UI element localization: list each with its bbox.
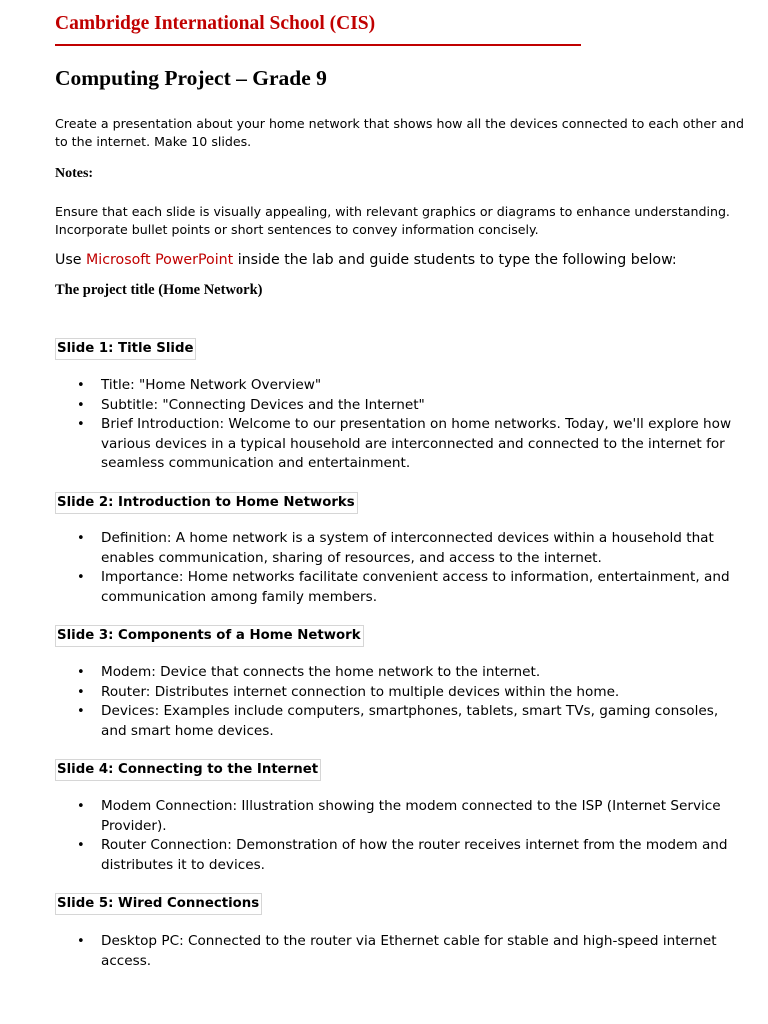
slide-4-bullets xyxy=(101,797,746,875)
list-item: • Title: "Home Network Overview" xyxy=(101,376,746,396)
page-title: Computing Project – Grade 9 xyxy=(55,66,327,90)
slide-5-heading: Slide 5: Wired Connections xyxy=(55,893,262,915)
notes-paragraph: Ensure that each slide is visually appealing, with relevant graphics or diagrams to enhance understanding. Incorporate bullet points or short sentences to convey information concisely. xyxy=(55,204,730,237)
slide-2-bullets xyxy=(101,529,746,607)
header-divider xyxy=(55,44,581,46)
list-item: • Importance: Home networks facilitate convenient access to information, entertainment, and communication among family members. xyxy=(101,568,746,607)
slide-2-heading: Slide 2: Introduction to Home Networks xyxy=(55,492,358,514)
slide-1-bullets xyxy=(101,376,746,474)
instruction-text-before: Use xyxy=(55,252,87,268)
notes-heading: Notes: xyxy=(55,166,94,181)
list-item: • Router Connection: Demonstration of how the router receives internet from the modem and distributes it to devices. xyxy=(101,836,746,875)
list-item: • Definition: A home network is a system of interconnected devices within a household that enables communication, sharing of resources, and access to the internet. xyxy=(101,529,746,568)
intro-paragraph: Create a presentation about your home network that shows how all the devices connected to each other and to the internet. Make 10 slides. xyxy=(55,116,745,149)
list-item: • Modem: Device that connects the home network to the internet. xyxy=(101,663,746,683)
list-item: • Subtitle: "Connecting Devices and the Internet" xyxy=(101,396,746,416)
slide-1-heading: Slide 1: Title Slide xyxy=(55,338,196,360)
slide-3-bullets xyxy=(101,663,746,741)
list-item: • Devices: Examples include computers, smartphones, tablets, smart TVs, gaming consoles, and smart home devices. xyxy=(101,702,746,741)
list-item: • Router: Distributes internet connection to multiple devices within the home. xyxy=(101,683,746,703)
slide-5-bullets xyxy=(101,932,746,971)
school-name: Cambridge International School (CIS) xyxy=(55,13,376,34)
instruction-line xyxy=(55,250,677,270)
slide-3-heading: Slide 3: Components of a Home Network xyxy=(55,625,364,647)
project-title: The project title (Home Network) xyxy=(55,282,263,298)
list-item: • Modem Connection: Illustration showing the modem connected to the ISP (Internet Service Provider). xyxy=(101,797,746,836)
slide-4-heading: Slide 4: Connecting to the Internet xyxy=(55,759,321,781)
list-item: • Brief Introduction: Welcome to our presentation on home networks. Today, we'll explore how various devices in a typical household are interconnected and connected to the internet for seamless communication and entertainment. xyxy=(101,415,746,474)
powerpoint-link[interactable]: Microsoft PowerPoint xyxy=(86,252,234,268)
list-item: • Desktop PC: Connected to the router via Ethernet cable for stable and high-speed internet access. xyxy=(101,932,746,971)
instruction-text-after: inside the lab and guide students to type the following below: xyxy=(233,252,677,268)
